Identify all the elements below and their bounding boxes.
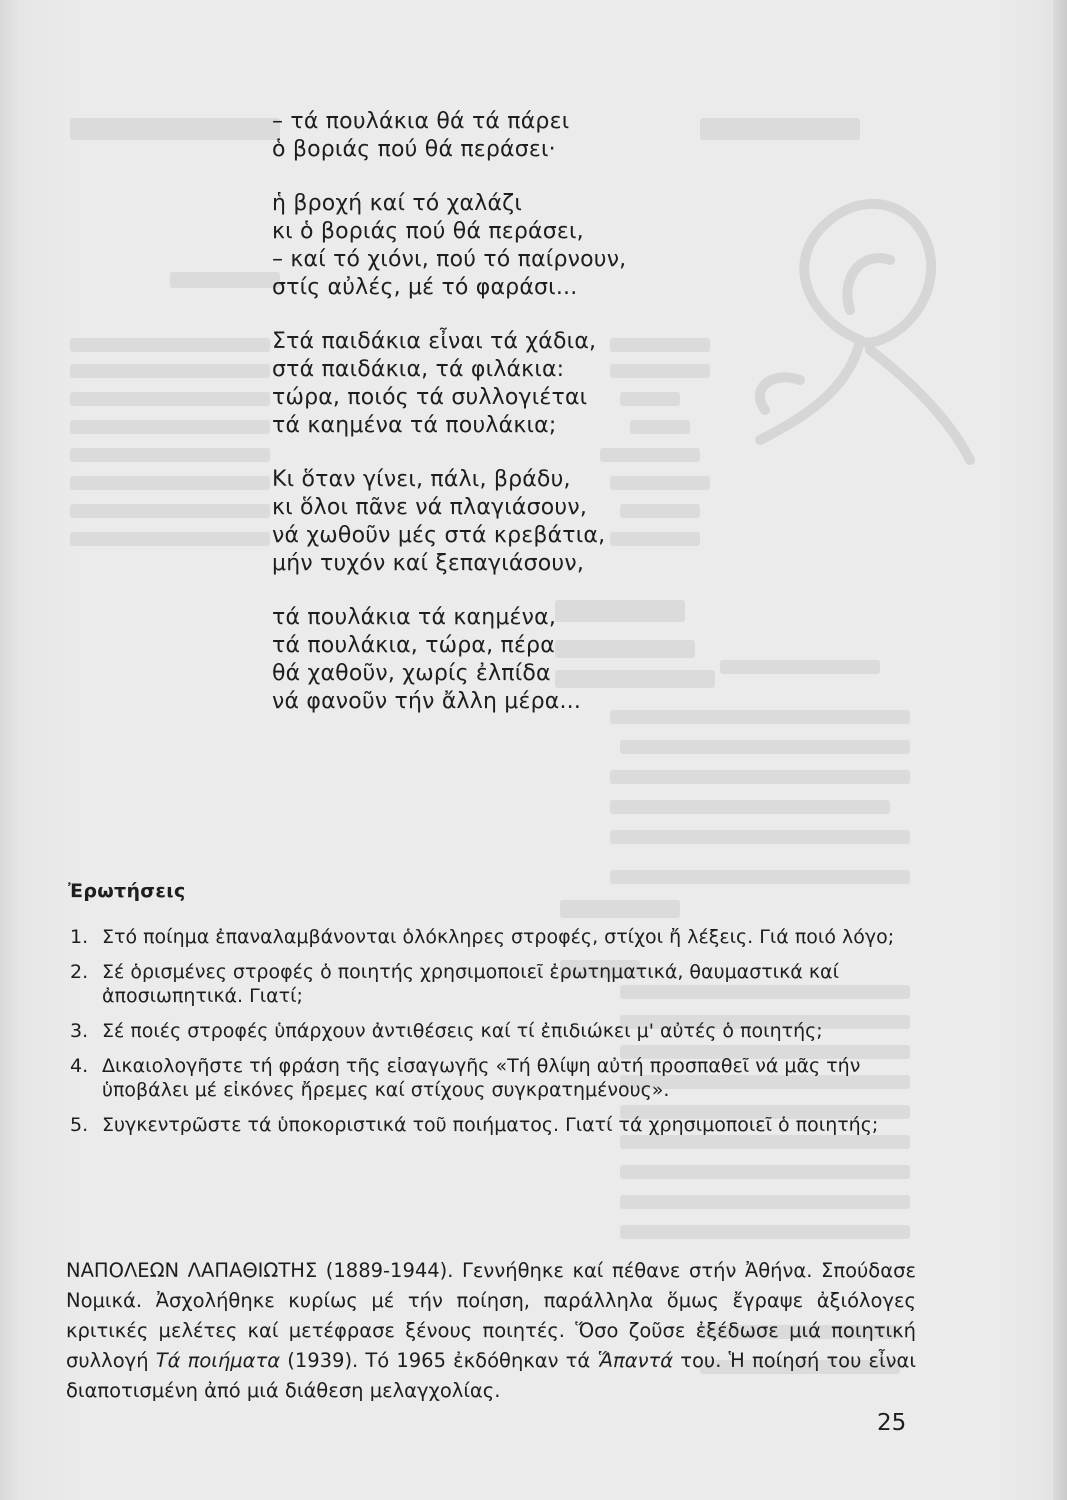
question-number: 1. (70, 926, 89, 948)
poem-line: νά φανοῦν τήν ἄλλη μέρα... (272, 689, 582, 714)
poem-stanza-5 (272, 604, 692, 716)
poem-line: Κι ὅταν γίνει, πάλι, βράδυ, (272, 467, 571, 492)
poem-line: τώρα, ποιός τά συλλογιέται (272, 385, 588, 410)
poem-line: στά παιδάκια, τά φιλάκια: (272, 357, 565, 382)
bio-text: του. Ἡ ποίησή του εἶναι διαποτισμένη ἀπό μιά διάθεση μελαγχολίας. (66, 1348, 917, 1402)
flower-ornament-bleed (740, 140, 1000, 480)
question-text: Συγκεντρῶστε τά ὑποκοριστικά τοῦ ποιήματος. Γιατί τά χρησιμοποιεῖ ὁ ποιητής; (102, 1114, 879, 1136)
bio-book-title: Ἅπαντά (597, 1348, 674, 1372)
poem-line: κι ὁ βοριάς πού θά περάσει, (272, 219, 584, 244)
poem-line: μήν τυχόν καί ξεπαγιάσουν, (272, 551, 585, 576)
questions-list (70, 925, 915, 1148)
question-item (70, 1019, 915, 1043)
question-item (70, 1113, 915, 1137)
poem-stanza-1 (272, 108, 692, 164)
poem-line: ἡ βροχή καί τό χαλάζι (272, 191, 522, 216)
bio-book-title: Τά ποιήματα (155, 1348, 281, 1372)
bio-text: (1939). Τό 1965 ἐκδόθηκαν τά (280, 1348, 598, 1372)
poem-line: τά πουλάκια τά καημένα, (272, 605, 557, 630)
poem-stanza-4 (272, 466, 692, 578)
poem-line: ὁ βοριάς πού θά περάσει· (272, 137, 556, 162)
question-item (70, 1054, 915, 1102)
question-text: Στό ποίημα ἐπαναλαμβάνονται ὁλόκληρες στροφές, στίχοι ἤ λέξεις. Γιά ποιό λόγο; (102, 926, 895, 948)
poem-line: τά καημένα τά πουλάκια; (272, 413, 557, 438)
question-number: 5. (70, 1114, 89, 1136)
poem-stanza-3 (272, 328, 692, 440)
poem (272, 108, 692, 742)
question-number: 2. (70, 961, 89, 983)
questions-heading: Ἐρωτήσεις (68, 880, 186, 902)
question-text: Σέ ὁρισμένες στροφές ὁ ποιητής χρησιμοποιεῖ ἐρωτηματικά, θαυμαστικά καί ἀποσιωπητικά. Γιατί; (102, 961, 840, 1007)
poem-line: στίς αὐλές, μέ τό φαράσι... (272, 275, 578, 300)
question-text: Δικαιολογῆστε τή φράση τῆς εἰσαγωγῆς «Τή θλίψη αὐτή προσπαθεῖ νά μᾶς τήν ὑποβάλει μέ εἰκόνες ἤρεμες καί στίχους συγκρατημένους». (102, 1055, 861, 1101)
poem-line: Στά παιδάκια εἶναι τά χάδια, (272, 329, 597, 354)
poem-stanza-2 (272, 190, 692, 302)
poem-line: τά πουλάκια, τώρα, πέρα (272, 633, 555, 658)
author-biography (66, 1256, 916, 1406)
poem-line: – καί τό χιόνι, πού τό παίρνουν, (272, 247, 627, 272)
page-edge-shadow (1053, 0, 1067, 1500)
question-item (70, 925, 915, 949)
poem-line: – τά πουλάκια θά τά πάρει (272, 109, 570, 134)
poem-line: κι ὅλοι πᾶνε νά πλαγιάσουν, (272, 495, 588, 520)
poem-line: νά χωθοῦν μές στά κρεβάτια, (272, 523, 606, 548)
question-text: Σέ ποιές στροφές ὑπάρχουν ἀντιθέσεις καί τί ἐπιδιώκει μ' αὐτές ὁ ποιητής; (102, 1020, 823, 1042)
poem-line: θά χαθοῦν, χωρίς ἐλπίδα (272, 661, 551, 686)
question-item (70, 960, 915, 1008)
question-number: 3. (70, 1020, 89, 1042)
question-number: 4. (70, 1055, 89, 1077)
page-number: 25 (877, 1410, 907, 1436)
bio-text: ΝΑΠΟΛΕΩΝ ΛΑΠΑΘΙΩΤΗΣ (1889-1944). Γεννήθηκε καί πέθανε στήν Ἀθήνα. Σπούδασε Νομικά. Ἀσχολήθηκε κυρίως μέ τήν ποίηση, παράλληλα ὅμως ἔγραψε ἀξιόλογες κριτικές μελέτες καί μετέφρασε ξένους ποιητές. Ὅσο ζοῦσε ἐξέδωσε μιά ποιητική συλλογή (66, 1258, 916, 1372)
